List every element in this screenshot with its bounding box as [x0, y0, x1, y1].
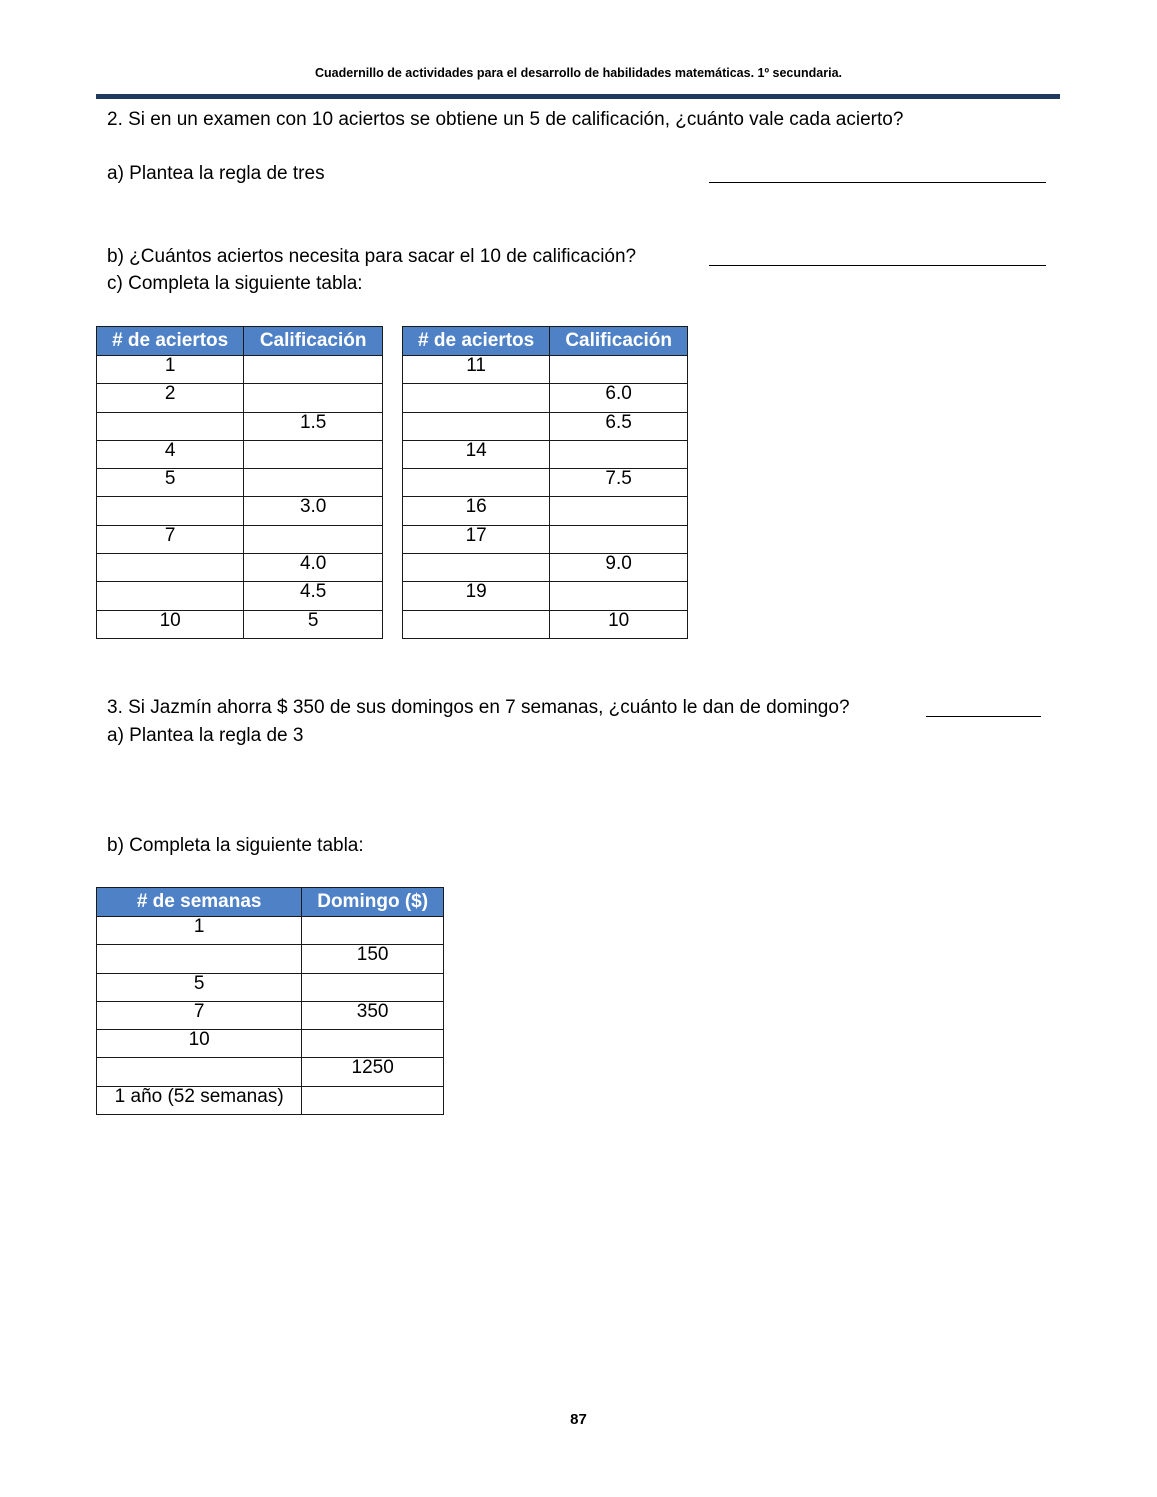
- table-cell[interactable]: [244, 440, 383, 468]
- table-cell[interactable]: [302, 973, 444, 1001]
- column-header: # de aciertos: [97, 327, 244, 356]
- table-cell[interactable]: 14: [403, 440, 550, 468]
- table-cell[interactable]: [97, 497, 244, 525]
- table-cell[interactable]: [403, 554, 550, 582]
- table-cell[interactable]: 4.5: [244, 582, 383, 610]
- table-cell[interactable]: [244, 356, 383, 384]
- table-row: [97, 610, 383, 638]
- table-cell[interactable]: [244, 384, 383, 412]
- table-cell[interactable]: [97, 412, 244, 440]
- table-row: [97, 945, 444, 973]
- column-header: Calificación: [550, 327, 688, 356]
- table-cell[interactable]: [302, 917, 444, 945]
- header-rule: [96, 94, 1060, 99]
- table-cell[interactable]: [550, 356, 688, 384]
- q2-answer-line-b[interactable]: [709, 265, 1046, 266]
- table-cell[interactable]: 7: [97, 1001, 302, 1029]
- table-row: [403, 582, 688, 610]
- table-cell[interactable]: [97, 554, 244, 582]
- q2-prompt: 2. Si en un examen con 10 aciertos se obtiene un 5 de calificación, ¿cuánto vale cada acierto?: [107, 109, 904, 130]
- table-cell[interactable]: 4.0: [244, 554, 383, 582]
- table-row: [97, 582, 383, 610]
- table-row: [97, 1030, 444, 1058]
- table-cell[interactable]: 16: [403, 497, 550, 525]
- table-cell[interactable]: [302, 1086, 444, 1114]
- column-header: # de semanas: [97, 888, 302, 917]
- table-cell[interactable]: 1: [97, 356, 244, 384]
- table-cell[interactable]: 3.0: [244, 497, 383, 525]
- table-cell[interactable]: [550, 582, 688, 610]
- table-row: [97, 440, 383, 468]
- table-cell[interactable]: 350: [302, 1001, 444, 1029]
- table-cell[interactable]: [403, 469, 550, 497]
- table-cell[interactable]: [550, 497, 688, 525]
- page-header-title: Cuadernillo de actividades para el desarrollo de habilidades matemáticas. 1º secundaria.: [315, 66, 842, 80]
- table-cell[interactable]: 10: [97, 1030, 302, 1058]
- table-row: [97, 525, 383, 553]
- q2-table-right: [402, 326, 688, 639]
- page-number: 87: [570, 1411, 587, 1428]
- table-row: [97, 384, 383, 412]
- table-cell[interactable]: 7.5: [550, 469, 688, 497]
- table-cell[interactable]: [550, 440, 688, 468]
- q3-part-a: a) Plantea la regla de 3: [107, 725, 304, 746]
- table-row: [403, 497, 688, 525]
- table-row: [97, 554, 383, 582]
- table-cell[interactable]: 7: [97, 525, 244, 553]
- table-row: [97, 1058, 444, 1086]
- q2-part-a: a) Plantea la regla de tres: [107, 163, 325, 184]
- table-cell[interactable]: 1: [97, 917, 302, 945]
- table-row: [403, 356, 688, 384]
- table-cell[interactable]: [97, 1058, 302, 1086]
- table-cell[interactable]: 2: [97, 384, 244, 412]
- table-cell[interactable]: [403, 610, 550, 638]
- column-header: Domingo ($): [302, 888, 444, 917]
- table-cell[interactable]: 17: [403, 525, 550, 553]
- table-cell[interactable]: [244, 525, 383, 553]
- table-row: [97, 412, 383, 440]
- table-cell[interactable]: 1250: [302, 1058, 444, 1086]
- table-row: [97, 469, 383, 497]
- q2-table-left: [96, 326, 383, 639]
- table-cell[interactable]: [97, 582, 244, 610]
- table-row: [403, 412, 688, 440]
- table-cell[interactable]: 19: [403, 582, 550, 610]
- column-header: Calificación: [244, 327, 383, 356]
- table-row: [97, 1001, 444, 1029]
- table-row: [97, 1086, 444, 1114]
- table-cell[interactable]: 6.0: [550, 384, 688, 412]
- table-cell[interactable]: 4: [97, 440, 244, 468]
- table-row: [403, 469, 688, 497]
- q3-prompt: 3. Si Jazmín ahorra $ 350 de sus domingos en 7 semanas, ¿cuánto le dan de domingo?: [107, 697, 850, 718]
- table-cell[interactable]: 5: [244, 610, 383, 638]
- table-cell[interactable]: [97, 945, 302, 973]
- q3-answer-line[interactable]: [926, 716, 1041, 717]
- table-row: [97, 917, 444, 945]
- q3-table: [96, 887, 444, 1115]
- q2-part-b: b) ¿Cuántos aciertos necesita para sacar el 10 de calificación?: [107, 246, 637, 267]
- table-row: [97, 497, 383, 525]
- table-row: [403, 554, 688, 582]
- table-cell[interactable]: 9.0: [550, 554, 688, 582]
- table-cell[interactable]: 11: [403, 356, 550, 384]
- table-row: [403, 525, 688, 553]
- column-header: # de aciertos: [403, 327, 550, 356]
- table-cell[interactable]: 1.5: [244, 412, 383, 440]
- table-cell[interactable]: 6.5: [550, 412, 688, 440]
- table-cell[interactable]: 5: [97, 469, 244, 497]
- table-cell[interactable]: 1 año (52 semanas): [97, 1086, 302, 1114]
- table-cell[interactable]: [244, 469, 383, 497]
- table-cell[interactable]: [403, 412, 550, 440]
- q3-part-b: b) Completa la siguiente tabla:: [107, 835, 364, 856]
- table-cell[interactable]: 10: [550, 610, 688, 638]
- table-cell[interactable]: [550, 525, 688, 553]
- table-row: [97, 356, 383, 384]
- table-row: [403, 440, 688, 468]
- table-row: [97, 973, 444, 1001]
- table-row: [403, 610, 688, 638]
- table-cell[interactable]: 5: [97, 973, 302, 1001]
- table-row: [403, 384, 688, 412]
- q2-part-c: c) Completa la siguiente tabla:: [107, 273, 363, 294]
- table-cell[interactable]: 150: [302, 945, 444, 973]
- table-cell[interactable]: 10: [97, 610, 244, 638]
- table-cell[interactable]: [302, 1030, 444, 1058]
- q2-answer-line-a[interactable]: [709, 182, 1046, 183]
- table-cell[interactable]: [403, 384, 550, 412]
